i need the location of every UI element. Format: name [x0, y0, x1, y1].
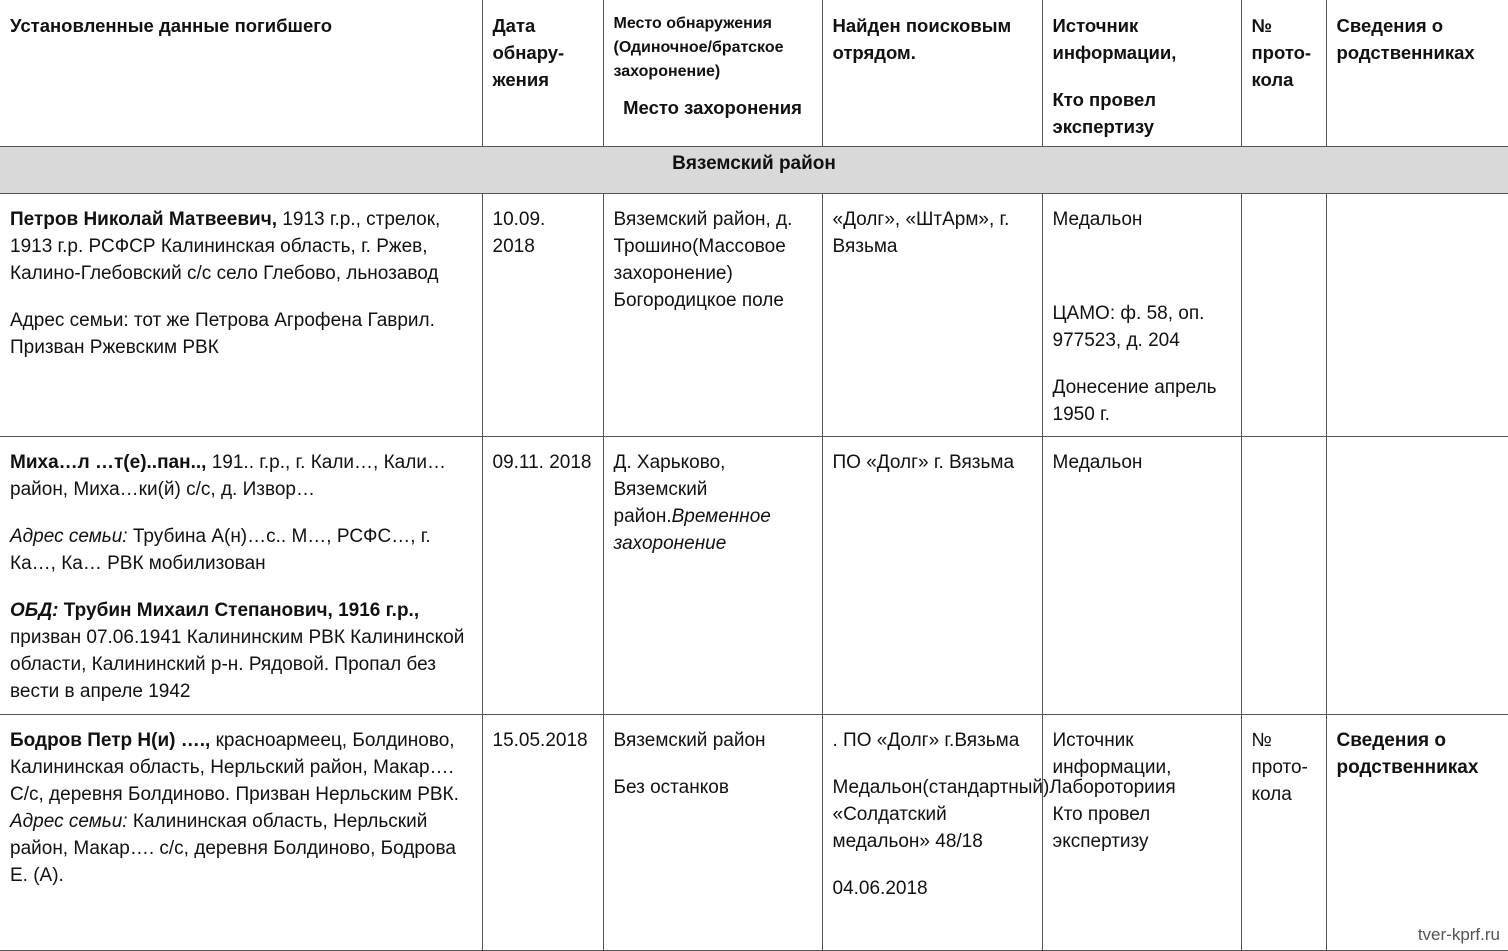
family-address: Калининская область, Нерльский район, Макар…. с/с, деревня Болдиново, Бодрова Е. (А).: [10, 811, 456, 886]
place-cell: [603, 437, 822, 715]
header-date: Дата обнару-жения: [482, 0, 603, 147]
deceased-cell: [0, 715, 482, 951]
source-archive: ЦАМО: ф. 58, оп. 977523, д. 204: [1052, 303, 1205, 351]
source-cell: [1042, 194, 1241, 437]
header-burial-place: Место захоронения: [623, 97, 802, 118]
team-cell: ПО «Долг» г. Вязьма: [822, 437, 1042, 715]
deceased-name: Миха…л …т(е)..пан..,: [10, 452, 207, 473]
deceased-info: красноармеец, Болдиново, Калининская область, Нерльский район, Макар…. С/с, деревня Болдиново. Призван Нерльским РВК.: [10, 730, 459, 805]
team-name: . ПО «Долг» г.Вязьма: [832, 730, 1020, 751]
place-cell: Вяземский район, д. Трошино(Массовое захоронение) Богородицкое поле: [603, 194, 822, 437]
deceased-cell: [0, 437, 482, 715]
table-row: [0, 437, 1508, 715]
watermark: tver-kprf.ru: [1417, 925, 1500, 944]
protocol-cell: № прото-кола: [1241, 715, 1326, 951]
header-deceased: Установленные данные погибшего: [0, 0, 482, 147]
deceased-info: 191.. г.р., г. Кали…, Кали… район, Миха…ки(й) с/с, д. Извор…: [10, 452, 446, 500]
header-team: Найден поисковым отрядом.: [822, 0, 1042, 147]
source-cell: [1042, 715, 1241, 951]
header-source: [1042, 0, 1241, 147]
header-place-main: Место обнаружения (Одиночное/братское захоронение): [613, 15, 784, 80]
source-report: Донесение апрель 1950 г.: [1052, 377, 1217, 425]
place-note: Без останков: [613, 777, 729, 798]
source-info: Источник информации,: [1052, 730, 1172, 778]
deceased-cell: [0, 194, 482, 437]
header-expert: Кто провел экспертизу: [1052, 89, 1156, 137]
obd-info: призван 07.06.1941 Калининским РВК Калининской области, Калининский р-н. Рядовой. Пропал без вести в апреле 1942: [10, 627, 465, 702]
source-expert: Кто провел экспертизу: [1052, 804, 1151, 852]
obd-label: ОБД:: [10, 600, 59, 621]
date-cell: 10.09. 2018: [482, 194, 603, 437]
place-note: Временное захоронение: [613, 506, 771, 554]
family-address-label: Адрес семьи:: [10, 811, 128, 832]
header-row: [0, 0, 1508, 147]
source-medallion: Медальон: [1052, 209, 1143, 230]
relatives-cell: [1326, 194, 1508, 437]
source-cell: Медальон: [1042, 437, 1241, 715]
deceased-info: 1913 г.р., стрелок, 1913 г.р. РСФСР Калининская область, г. Ржев, Калино-Глебовский с/с село Глебово, льнозавод: [10, 209, 441, 284]
obd-name: Трубин Михаил Степанович, 1916 г.р.,: [58, 600, 420, 621]
team-date: 04.06.2018: [832, 878, 928, 899]
header-relatives: Сведения о родственниках: [1326, 0, 1508, 147]
table-row: [0, 194, 1508, 437]
header-protocol: № прото-кола: [1241, 0, 1326, 147]
place-text: Д. Харьково, Вяземский район.: [613, 452, 726, 527]
team-lab: Медальон(стандартный)Лабороториия «Солдатский медальон» 48/18: [832, 777, 1176, 852]
deceased-name: Бодров Петр Н(и) ….,: [10, 730, 211, 751]
header-place: [603, 0, 822, 147]
family-address-label: Адрес семьи:: [10, 526, 128, 547]
family-address: Трубина А(н)…с.. М…, РСФС…, г. Ка…, Ка… РВК мобилизован: [10, 526, 431, 574]
place-text: Вяземский район: [613, 730, 766, 751]
date-cell: 15.05.2018: [482, 715, 603, 951]
district-title: Вяземский район: [672, 153, 836, 174]
relatives-cell: Сведения о родственниках: [1326, 715, 1508, 951]
date-cell: 09.11. 2018: [482, 437, 603, 715]
family-address: Адрес семьи: тот же Петрова Агрофена Гаврил. Призван Ржевским РВК: [10, 310, 435, 358]
header-source-info: Источник информации,: [1052, 15, 1177, 63]
district-row: [0, 147, 1508, 194]
table-row: [0, 715, 1508, 951]
protocol-cell: [1241, 437, 1326, 715]
deceased-name: Петров Николай Матвеевич,: [10, 209, 278, 230]
protocol-cell: [1241, 194, 1326, 437]
relatives-cell: [1326, 437, 1508, 715]
team-cell: «Долг», «ШтАрм», г. Вязьма: [822, 194, 1042, 437]
place-cell: [603, 715, 822, 951]
